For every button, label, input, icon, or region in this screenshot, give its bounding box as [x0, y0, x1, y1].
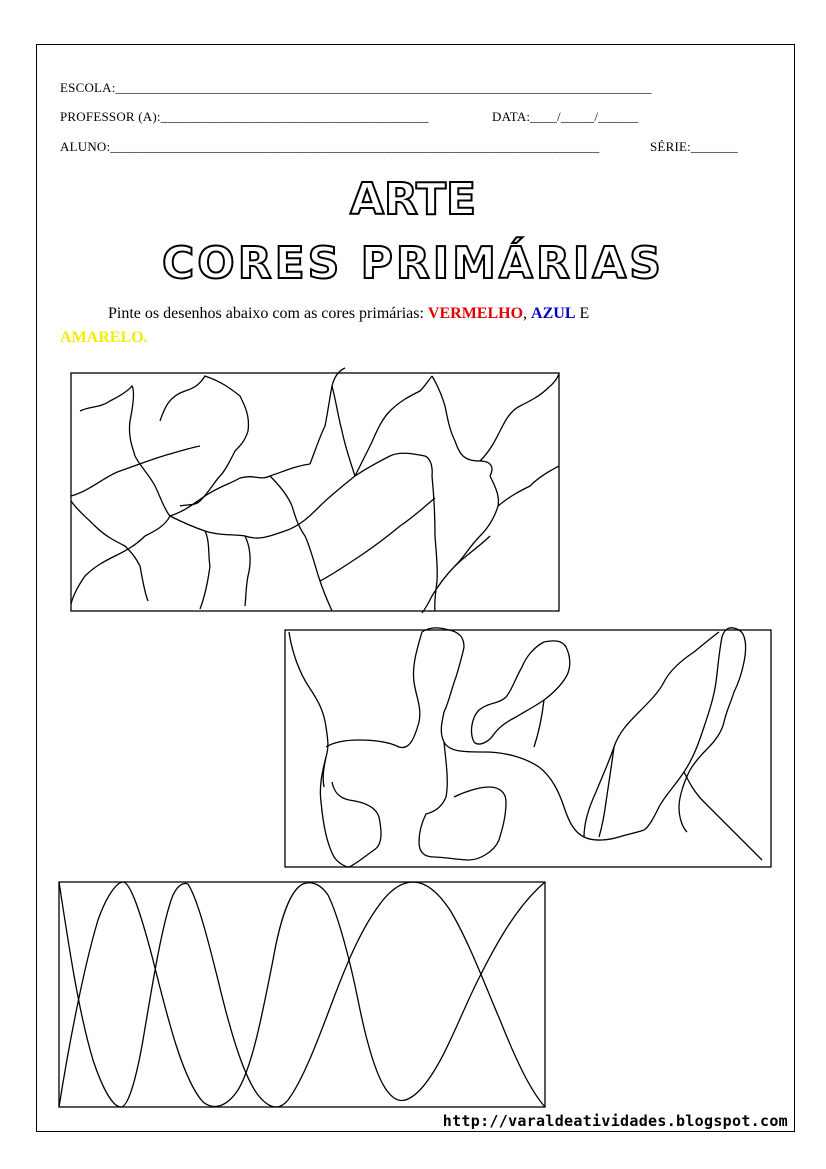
footer-url[interactable]: http://varaldeatividades.blogspot.com: [442, 1112, 788, 1130]
drawing-1-frame: [71, 373, 559, 611]
color-word-yellow: AMARELO.: [60, 329, 148, 346]
drawing-2-frame: [285, 630, 771, 867]
color-word-blue: AZUL: [531, 305, 576, 322]
instruction: [60, 302, 760, 350]
title-cores-primarias: CORES PRIMÁRIAS: [162, 238, 664, 289]
teacher-field: PROFESSOR (A):________________________________________: [60, 109, 429, 124]
school-field: ESCOLA:________________________________________________________________________________: [60, 80, 652, 95]
instruction-and: E: [575, 305, 590, 322]
color-word-red: VERMELHO: [427, 305, 524, 322]
grade-field: SÉRIE:_______: [650, 139, 738, 154]
drawing-1-puzzle: [70, 366, 562, 614]
drawing-2-loops: [284, 622, 774, 870]
instruction-text: Pinte os desenhos abaixo com as cores primárias:: [108, 305, 428, 322]
student-field: ALUNO:_________________________________________________________________________: [60, 139, 600, 154]
date-field: DATA:____/_____/______: [492, 109, 639, 124]
title-arte: ARTE: [349, 174, 477, 225]
instruction-sep: ,: [523, 305, 532, 322]
drawing-3-frame: [59, 882, 545, 1107]
drawing-3-waves: [58, 880, 548, 1110]
